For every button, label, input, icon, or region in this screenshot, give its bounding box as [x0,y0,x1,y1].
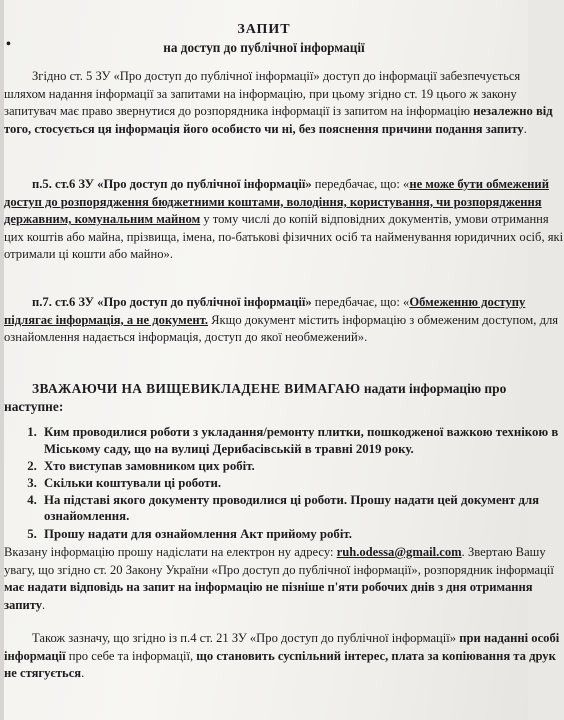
document-subtitle: на доступ до публічної інформації [163,40,365,55]
request-item: 2. Хто виступав замовником цих робіт. [40,458,560,475]
p2-rest: у тому числі до копій відповідних документів, умови отримання цих коштів або майна, прізвища, імена, по-батькові фізичних осіб та найменування юридичних осіб, які отримали ці кошти або майно». [4,212,564,262]
p5-text-bold-2: що становить суспільний інтерес, плата за копіювання та друк не стягується [4,648,556,681]
p1-text-bold: незалежно від того, стосується ця інформація його особисто чи ні, без пояснення причини подання запиту [4,104,553,136]
p4-text-bold: має надати відповідь на запит на інформацію не пізніше п'яти робочих днів з дня отримання запиту [4,580,533,612]
bullet-mark: • [6,37,11,52]
paragraph-article-21 [4,630,564,683]
p3-mid: передбачає, що: « [311,295,410,309]
p4-text-b: . Звертаю Вашу увагу, що згідно ст. 20 Закону України «Про доступ до публічної інформації», розпорядник інформації [4,545,554,577]
request-item: 5. Прошу надати для ознайомлення Акт прийому робіт. [40,526,560,543]
request-item: 1. Ким проводилися роботи з укладання/ремонту плитки, пошкодженої важкою технікою в Міському саду, що на вулиці Дерибасівській в травні 2019 року. [40,424,560,457]
p5-text-a: Також зазначу, що згідно із п.4 ст. 21 ЗУ «Про доступ до публічної інформації» [32,631,460,645]
demand-rest: надати інформацію про наступне: [4,381,507,415]
p5-text-end: . [81,666,85,681]
paragraph-article-6-7 [4,294,564,347]
paragraph-article-6-5 [4,176,564,264]
request-item: 3. Скільки коштували ці роботи. [40,475,560,492]
p4-text-a: Вказану інформацію прошу надіслати на електрон ну адресу: [4,545,337,559]
p2-underlined: не може бути обмежений доступ до розпорядження бюджетними коштами, володіння, користування, чи розпорядження державним, комунальним майном [4,177,549,227]
p5-text-c: про себе та інформації, [65,648,197,663]
p3-rest: Якщо документ містить інформацію з обмеженим доступом, для ознайомлення надається інформація, доступ до якої необмежений». [4,312,559,345]
p2-lead: п.5. ст.6 ЗУ «Про доступ до публічної інформації» [32,177,312,191]
p3-underlined: Обмеженню доступу підлягає інформація, а не документ. [4,295,526,327]
request-list [18,424,560,543]
paragraph-reply-address [4,544,564,614]
email-address: ruh.odessa@gmail.com [336,545,462,559]
paragraph-article-5 [4,68,564,138]
p3-lead: п.7. ст.6 ЗУ «Про доступ до публічної інформації» [32,295,312,309]
demand-statement [4,380,564,417]
p5-text-bold-1: при наданні особі інформації [4,631,560,663]
p4-text-end: . [42,597,46,612]
p1-text-end: . [523,121,527,136]
p1-text-a: Згідно ст. 5 ЗУ «Про доступ до публічної інформації» доступ до інформації забезпечується шляхом надання інформації за запитами на інформацію, при цьому згідно ст. 19 цього ж закону запитувач має право звернутися до розпорядника інформації із запитом на інформацію [4,69,521,119]
request-item: 4. На підставі якого документу проводилися ці роботи. Прошу надати цей документ для ознайомлення. [40,492,560,525]
document-title: ЗАПИТ [237,22,291,37]
demand-lead: ЗВАЖАЮЧИ НА ВИЩЕВИКЛАДЕНЕ ВИМАГАЮ [32,381,361,396]
p2-mid: передбачає, що: « [311,177,410,191]
